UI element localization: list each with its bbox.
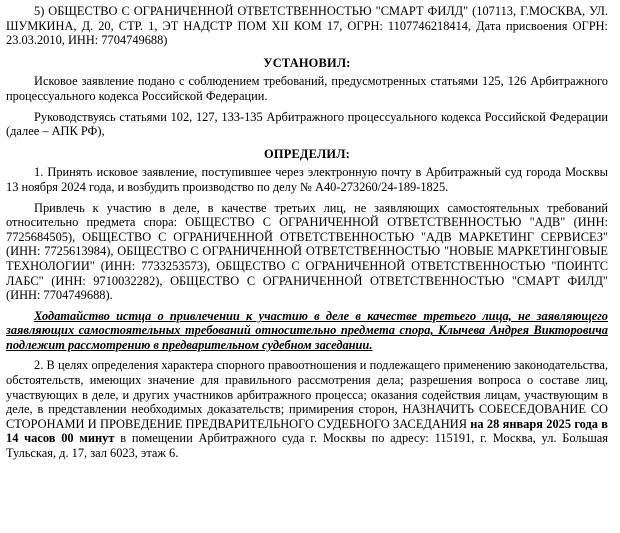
accept-claim-paragraph: 1. Принять исковое заявление, поступившее через электронную почту в Арбитражный суд города Москвы 13 ноября 2024 года, и возбудить производство по делу № А40-273260/24-189-1825. — [6, 165, 608, 194]
hearing-date-text: на 28 января 2025 года в 14 часов 00 минут — [6, 416, 608, 446]
third-parties-paragraph: Привлечь к участию в деле, в качестве третьих лиц, не заявляющих самостоятельных требований относительно предмета спора: ОБЩЕСТВО С ОГРАНИЧЕННОЙ ОТВЕТСТВЕННОСТЬЮ "АДВ" (ИНН: 7725684505), ОБЩЕСТВО С ОГРАНИЧЕННОЙ ОТВЕТСТВЕННОСТЬЮ "АДВ МАРКЕТИНГ СЕРВИСЕЗ" (ИНН: 7725613984), ОБЩЕСТВО С ОГРАНИЧЕННОЙ ОТВЕТСТВЕННОСТЬЮ "НОВЫЕ МАРКЕТИНГОВЫЕ ТЕХНОЛОГИИ" (ИНН: 7733253573), ОБЩЕСТВО С ОГРАНИЧЕННОЙ ОТВЕТСТВЕННОСТЬЮ "ПОИНТС ЛАБС" (ИНН: 9710032282), ОБЩЕСТВО С ОГРАНИЧЕННОЙ ОТВЕТСТВЕННОСТЬЮ "СМАРТ ФИЛД" (ИНН: 7704749688). — [6, 200, 608, 303]
motion-paragraph: Ходатайство истца о привлечении к участию в деле в качестве третьего лица, не заявляющего заявляющих самостоятельных требований относительно предмета спора, Клычева Андрея Викторовича подлежит рассмотрению в предварительном судебном заседании. — [6, 308, 608, 352]
heading-established: УСТАНОВИЛ: — [263, 55, 351, 70]
claim-filed-paragraph: Исковое заявление подано с соблюдением требований, предусмотренных статьями 125, 126 Арбитражного процессуального кодекса Российской Федерации. — [6, 74, 608, 103]
hearing-paragraph — [6, 358, 608, 460]
guided-by-paragraph: Руководствуясь статьями 102, 127, 133-135 Арбитражного процессуального кодекса Российской Федерации (далее – АПК РФ), — [6, 109, 608, 139]
hearing-main-text: 2. В целях определения характера спорного правоотношения и подлежащего применению законодательства, обстоятельств, имеющих значение для правильного рассмотрения дела; разрешения вопроса о составе лиц, участвующих в деле, и других участников арбитражного процесса; оказания содействия лицам, участвующим в деле, в представлении необходимых доказательств; примирения сторон, НАЗНАЧИТЬ СОБЕСЕДОВАНИЕ СО СТОРОНАМИ И ПРОВЕДЕНИЕ ПРЕДВАРИТЕЛЬНОГО СУДЕБНОГО ЗАСЕДАНИЯ — [6, 358, 608, 431]
heading-determined: ОПРЕДЕЛИЛ: — [264, 146, 350, 161]
hearing-place-text: в помещении Арбитражного суда г. Москвы по адресу: 115191, г. Москва, ул. Большая Тульская, д. 17, зал 6023, этаж 6. — [6, 431, 608, 461]
party-5-paragraph: 5) ОБЩЕСТВО С ОГРАНИЧЕННОЙ ОТВЕТСТВЕННОСТЬЮ "СМАРТ ФИЛД" (107113, Г.МОСКВА, УЛ. ШУМКИНА, Д. 20, СТР. 1, ЭТ НАДСТР ПОМ XII КОМ 17, ОГРН: 1107746218414, Дата присвоения ОГРН: 23.03.2010, ИНН: 7704749688) — [6, 4, 608, 48]
